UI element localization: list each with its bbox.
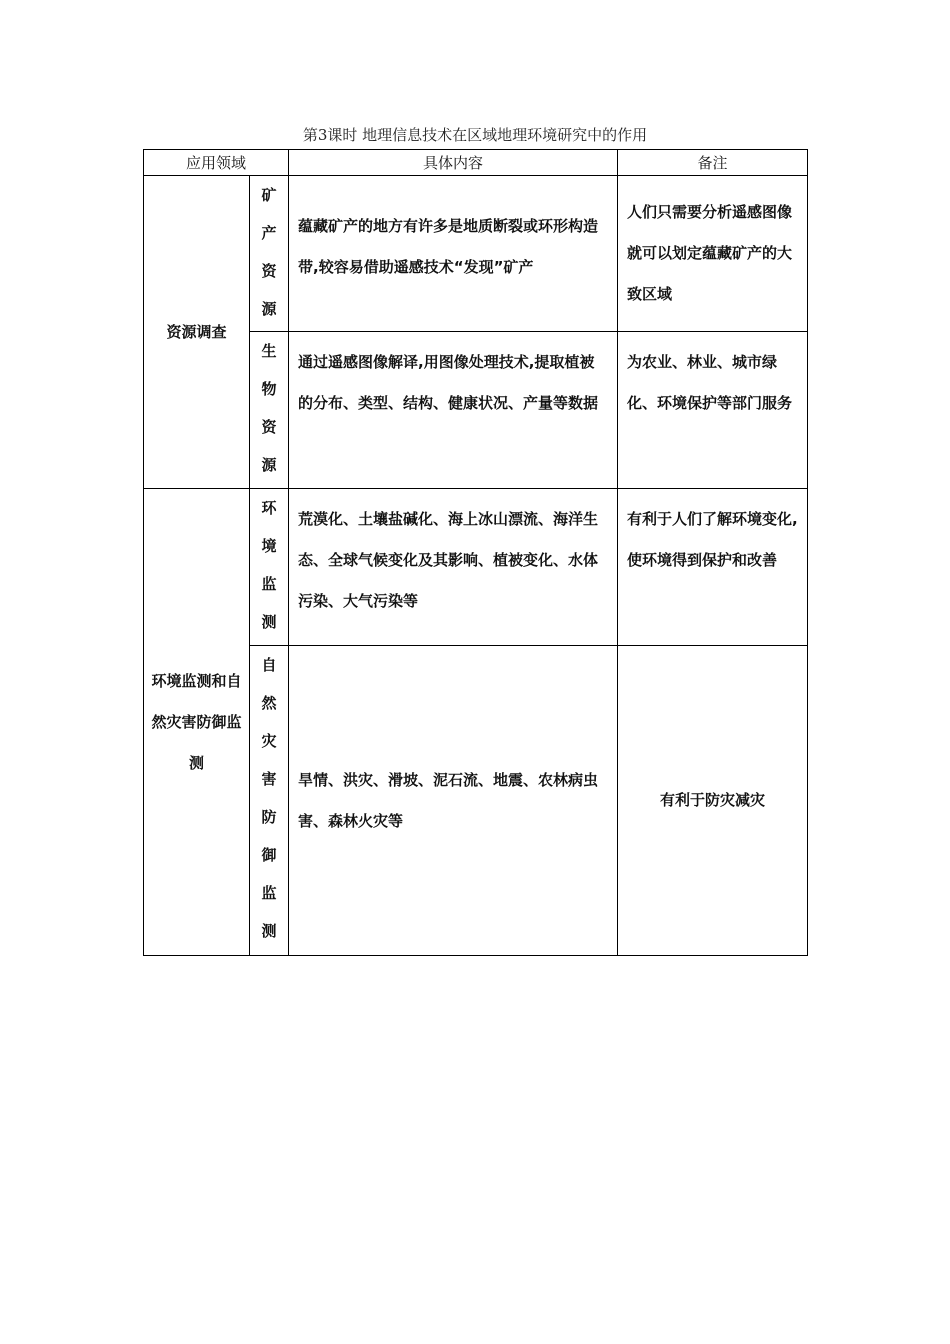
area-label: 环境监测和自然灾害防御监测: [151, 671, 242, 772]
subcategory-char: 物: [261, 380, 277, 398]
table-row: [144, 176, 808, 332]
table-row: [144, 489, 808, 646]
subcategory-char: 自: [261, 656, 277, 674]
area-cell: [144, 176, 250, 489]
subcategory-char: 防: [261, 808, 277, 826]
subcategory-char: 环: [261, 499, 277, 517]
note-cell: 有利于防灾减灾: [618, 646, 808, 956]
subcategory-char: 测: [261, 613, 277, 631]
subcategory-cell: [250, 332, 289, 489]
subcategory-char: 害: [261, 770, 277, 788]
document-title: 第3课时 地理信息技术在区域地理环境研究中的作用: [302, 126, 648, 144]
content-cell: 荒漠化、土壤盐碱化、海上冰山漂流、海洋生态、全球气候变化及其影响、植被变化、水体污染、大气污染等: [289, 489, 618, 646]
subcategory-char: 御: [261, 846, 277, 864]
area-label: 资源调查: [166, 322, 227, 341]
note-cell: 为农业、林业、城市绿化、环境保护等部门服务: [618, 332, 808, 489]
header-application-area: 应用领域: [144, 150, 289, 176]
subcategory-cell: [250, 176, 289, 332]
subcategory-char: 监: [261, 884, 277, 902]
note-cell: 人们只需要分析遥感图像就可以划定蕴藏矿产的大致区域: [618, 176, 808, 332]
note-cell: 有利于人们了解环境变化,使环境得到保护和改善: [618, 489, 808, 646]
area-cell: [144, 489, 250, 956]
subcategory-cell: [250, 489, 289, 646]
content-cell: 蕴藏矿产的地方有许多是地质断裂或环形构造带,较容易借助遥感技术“发现”矿产: [289, 176, 618, 332]
header-remarks: 备注: [618, 150, 808, 176]
subcategory-char: 资: [261, 418, 277, 436]
subcategory-cell: [250, 646, 289, 956]
header-specific-content: 具体内容: [289, 150, 618, 176]
subcategory-char: 灾: [261, 732, 277, 750]
subcategory-char: 生: [261, 342, 277, 360]
subcategory-char: 资: [261, 262, 277, 280]
subcategory-char: 源: [261, 300, 277, 318]
subcategory-char: 测: [261, 922, 277, 940]
subcategory-char: 源: [261, 456, 277, 474]
subcategory-char: 矿: [261, 186, 277, 204]
content-cell: 通过遥感图像解译,用图像处理技术,提取植被的分布、类型、结构、健康状况、产量等数据: [289, 332, 618, 489]
table-header-row: [144, 150, 808, 176]
subcategory-char: 境: [261, 537, 277, 555]
subcategory-char: 监: [261, 575, 277, 593]
subcategory-char: 然: [261, 694, 277, 712]
subcategory-char: 产: [261, 224, 277, 242]
content-cell: 旱情、洪灾、滑坡、泥石流、地震、农林病虫害、森林火灾等: [289, 646, 618, 956]
application-table: [143, 149, 808, 956]
